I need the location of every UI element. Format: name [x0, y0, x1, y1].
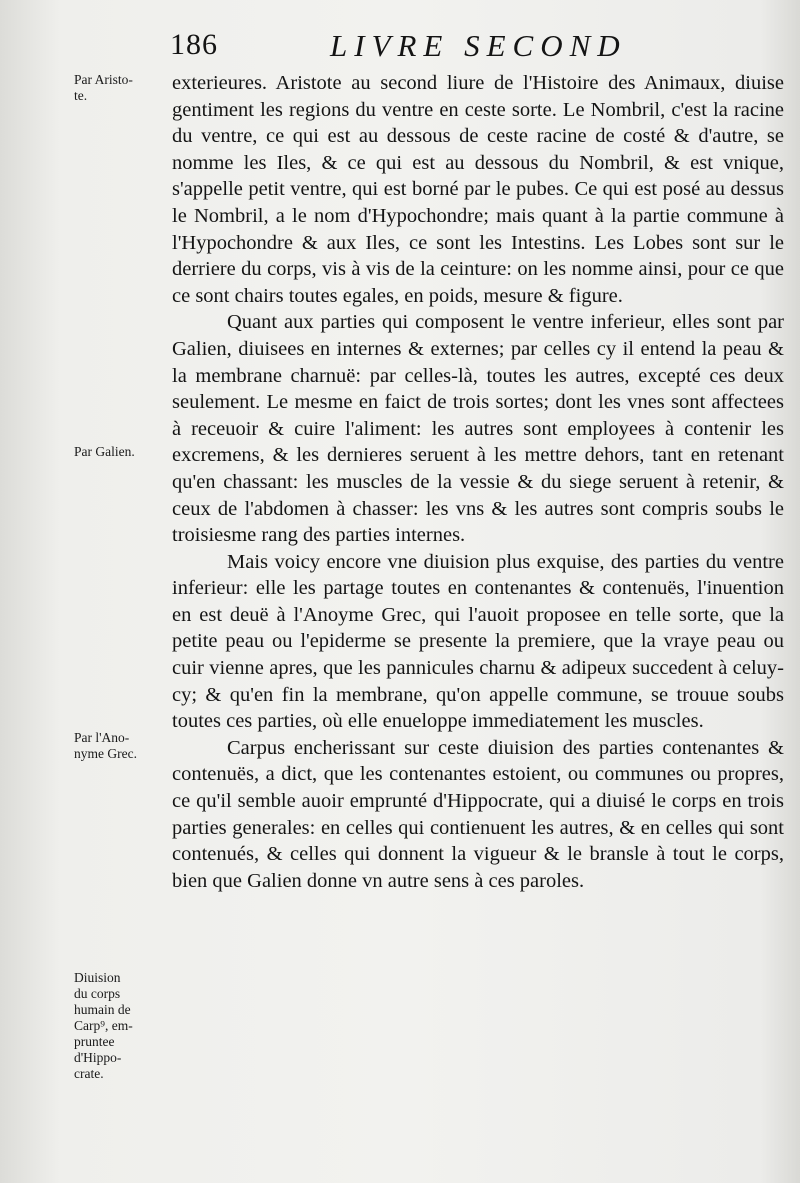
- margin-note-aristote: [74, 72, 170, 104]
- page-number: 186: [170, 28, 218, 61]
- paragraph: exterieures. Aristote au second liure de l'Histoire des Animaux, diuise gentiment les regions du ventre en ceste sorte. Le Nombril, c'est la racine du ventre, ce qui est au dessous de ceste racine de costé & d'autre, se nomme les Iles, & ce qui est au dessous du Nombril, & est vnique, s'appelle petit ventre, qui est borné par le pubes. Ce qui est posé au dessus le Nombril, a le nom d'Hypochondre; mais quant à la partie commune à l'Hypochondre & aux Iles, ce sont les Intestins. Les Lobes sont sur le derriere du corps, vis à vis de la ceinture: on les nomme ainsi, pour ce que ce sont chairs toutes egales, en poids, mesure & figure.: [172, 72, 784, 307]
- margin-note-anonyme-grec: [74, 730, 170, 762]
- margin-note-text: Par Galien.: [74, 444, 135, 459]
- paragraph: Quant aux parties qui composent le ventre inferieur, elles sont par Galien, diuisees en internes & externes; par celles cy il entend la peau & la membrane charnuë: par celles-là, toutes les autres, excepté ces deux seulement. Le mesme en faict de trois sortes; dont les vnes sont affectees à receuoir & cuire l'aliment: les autres sont employees à contenir les excremens, & les dernieres seruent à les mettre dehors, tant en retenant qu'en chassant: les muscles de la vessie & du siege seruent à retenir, & ceux de l'abdomen à chasser: les vns & les autres sont compris soubs le troisiesme rang des parties internes.: [172, 311, 784, 547]
- paragraph: Mais voicy encore vne diuision plus exquise, des parties du ventre inferieur: elle les partage toutes en contenantes & contenuës, l'inuention en est deuë à l'Anoyme Grec, qui l'auoit proposee en telle sorte, que la petite peau ou l'epiderme se presente la premiere, que la vraye peau ou cuir vienne apres, que les pannicules charnu & adipeux succedent à celuy-cy; & qu'en fin la membrane, qu'on appelle commune, se trouue soubs toutes ces parties, où elle enueloppe immediatement les muscles.: [172, 550, 784, 733]
- margin-note-text: Diuision du corps humain de Carp⁹, em- pruntee d'Hippo- crate.: [74, 970, 133, 1081]
- margin-note-text: Par l'Ano- nyme Grec.: [74, 730, 137, 761]
- margin-note-text: Par Aristo- te.: [74, 72, 133, 103]
- paragraph: Carpus encherissant sur ceste diuision des parties contenantes & contenuës, a dict, que les contenantes estoient, ou communes ou propres, ce qu'il semble auoir emprunté d'Hippocrate, qui a diuisé le corps en trois parties generales: en celles qui contienuent les autres, & en celles qui sont contenués, & celles qui donnent la vigueur & le bransle à tout le corps, bien que Galien donne vn autre sens à ces paroles.: [172, 736, 784, 892]
- margin-note-galien: [74, 444, 170, 460]
- margin-note-carpus: [74, 970, 170, 1082]
- main-text: [172, 70, 784, 894]
- running-title: LIVRE SECOND: [330, 28, 627, 63]
- page-header: [170, 28, 770, 72]
